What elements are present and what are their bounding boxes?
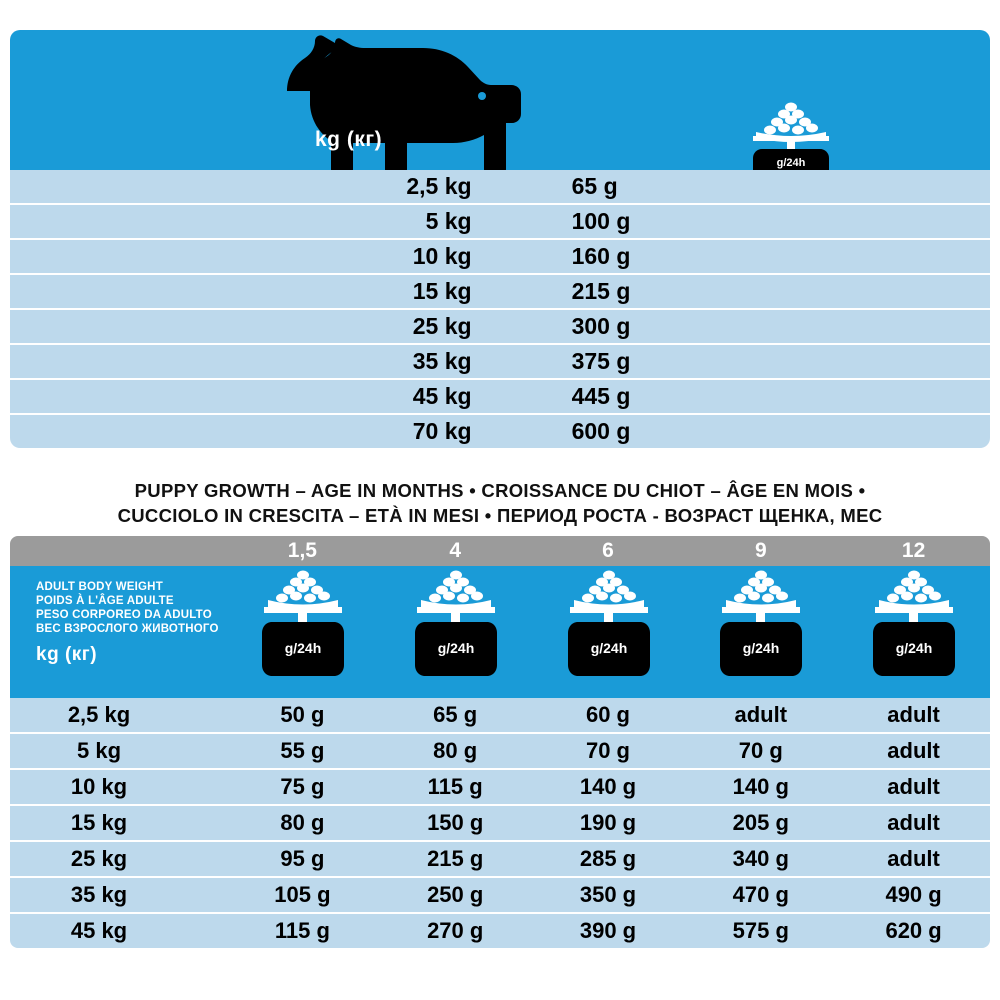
- puppy-amount: adult: [887, 846, 940, 871]
- puppy-amount: adult: [887, 702, 940, 727]
- table-row: [10, 345, 990, 380]
- adult-amount: 215 g: [571, 278, 631, 304]
- puppy-amount: 270 g: [427, 918, 484, 943]
- puppy-amount: 115 g: [274, 918, 330, 943]
- svg-text:g/24h: g/24h: [284, 640, 322, 656]
- puppy-amount: 205 g: [732, 810, 789, 835]
- dog-icon: [10, 30, 610, 170]
- adult-weight: 15 kg: [412, 278, 472, 304]
- table-row: [10, 310, 990, 345]
- table-row: [10, 770, 990, 806]
- adult-weight: 70 kg: [412, 418, 472, 444]
- puppy-title-line2: CUCCIOLO IN CRESCITA – ETÀ IN MESI • ПЕРИОД РОСТА - ВОЗРАСТ ЩЕНКА, МЕС: [117, 505, 883, 526]
- food-scale-icon-month-6: [532, 566, 685, 698]
- food-scale-icon-month-9: [684, 566, 837, 698]
- adult-weight: 35 kg: [412, 348, 472, 374]
- weight-label-line2: POIDS À L'ÂGE ADULTE: [36, 595, 174, 607]
- adult-amount: 65 g: [571, 173, 618, 199]
- puppy-amount: 390 g: [579, 918, 637, 943]
- puppy-amount: 70 g: [738, 738, 783, 763]
- puppy-amount: 150 g: [427, 810, 484, 835]
- puppy-months-header: [10, 536, 990, 566]
- puppy-amount: 65 g: [433, 702, 478, 727]
- puppy-weight: 10 kg: [70, 774, 128, 799]
- table-row: [10, 275, 990, 310]
- adult-amount: 445 g: [571, 383, 631, 409]
- puppy-weight: 15 kg: [70, 810, 128, 835]
- adult-weight: 25 kg: [412, 313, 472, 339]
- adult-table-header: [10, 30, 990, 170]
- puppy-weight: 35 kg: [70, 882, 128, 907]
- food-scale-icon-month-4: [379, 566, 532, 698]
- svg-text:g/24h: g/24h: [895, 640, 933, 656]
- adult-table-body: [10, 170, 990, 448]
- adult-amount: 600 g: [571, 418, 631, 444]
- puppy-feeding-table: [10, 536, 990, 948]
- adult-weight: 2,5 kg: [406, 173, 472, 199]
- table-row: [10, 380, 990, 415]
- adult-weight: 5 kg: [425, 208, 472, 234]
- puppy-amount: 285 g: [579, 846, 637, 871]
- month-column-header: 1,5: [287, 539, 317, 562]
- puppy-amount: 80 g: [433, 738, 478, 763]
- table-row: [10, 878, 990, 914]
- adult-amount: 100 g: [571, 208, 631, 234]
- table-row: [10, 415, 990, 448]
- puppy-amount: 70 g: [585, 738, 630, 763]
- svg-text:g/24h: g/24h: [590, 640, 627, 656]
- weight-label-line4: ВЕС ВЗРОСЛОГО ЖИВОТНОГО: [36, 623, 219, 635]
- puppy-amount: 350 g: [579, 882, 637, 907]
- weight-label-unit: kg (кг): [36, 644, 98, 665]
- adult-body-weight-label: [10, 566, 226, 698]
- puppy-amount: 215 g: [427, 846, 484, 871]
- adult-amount: 375 g: [571, 348, 631, 374]
- puppy-amount: 190 g: [579, 810, 637, 835]
- puppy-amount: 250 g: [427, 882, 484, 907]
- puppy-amount: 575 g: [732, 918, 789, 943]
- svg-text:g/24h: g/24h: [437, 640, 475, 656]
- adult-amount: 300 g: [571, 313, 631, 339]
- puppy-weight: 5 kg: [76, 738, 122, 763]
- table-row: [10, 806, 990, 842]
- adult-weight-column-label: kg (кг): [315, 128, 383, 151]
- puppy-amount: adult: [887, 774, 940, 799]
- month-column-header: 6: [602, 539, 614, 562]
- table-row: [10, 734, 990, 770]
- puppy-amount: 620 g: [885, 918, 942, 943]
- puppy-amount: adult: [734, 702, 788, 727]
- food-scale-icon-month-12: [837, 566, 990, 698]
- adult-amount: 160 g: [571, 243, 631, 269]
- month-column-header: 4: [449, 539, 462, 562]
- food-scale-icon-adult: [610, 30, 990, 170]
- adult-weight: 10 kg: [412, 243, 472, 269]
- puppy-amount: 490 g: [885, 882, 942, 907]
- puppy-growth-title: [0, 478, 1000, 528]
- puppy-amount: adult: [887, 738, 940, 763]
- puppy-amount: 140 g: [579, 774, 637, 799]
- puppy-amount: 115 g: [427, 774, 483, 799]
- puppy-amount: 75 g: [280, 774, 325, 799]
- puppy-weight: 45 kg: [70, 918, 128, 943]
- food-scale-icon-month-1: [226, 566, 379, 698]
- adult-feeding-table: [10, 30, 990, 448]
- table-row: [10, 842, 990, 878]
- puppy-amount: 60 g: [585, 702, 630, 727]
- puppy-weight: 25 kg: [70, 846, 128, 871]
- puppy-amount: 105 g: [274, 882, 331, 907]
- table-row: [10, 914, 990, 948]
- weight-label-line3: PESO CORPOREO DA ADULTO: [36, 609, 212, 621]
- puppy-amount: 95 g: [280, 846, 325, 871]
- svg-text:g/24h: g/24h: [743, 640, 780, 656]
- puppy-amount: 140 g: [732, 774, 789, 799]
- month-column-header: 9: [754, 539, 767, 562]
- table-row: [10, 205, 990, 240]
- adult-weight: 45 kg: [412, 383, 472, 409]
- puppy-amount: adult: [887, 810, 940, 835]
- weight-label-line1: ADULT BODY WEIGHT: [36, 581, 163, 593]
- table-row: [10, 698, 990, 734]
- svg-text:g/24h: g/24h: [776, 157, 806, 169]
- puppy-amount: 470 g: [732, 882, 789, 907]
- puppy-icon-header: [10, 566, 990, 698]
- puppy-amount: 80 g: [280, 810, 325, 835]
- puppy-amount: 50 g: [280, 702, 325, 727]
- table-row: [10, 170, 990, 205]
- month-column-header: 12: [901, 539, 926, 562]
- puppy-amount: 55 g: [280, 738, 325, 763]
- puppy-weight: 2,5 kg: [67, 702, 131, 727]
- puppy-title-line1: PUPPY GROWTH – AGE IN MONTHS • CROISSANCE DU CHIOT – ÂGE EN MOIS •: [134, 480, 866, 501]
- table-row: [10, 240, 990, 275]
- puppy-amount: 340 g: [732, 846, 789, 871]
